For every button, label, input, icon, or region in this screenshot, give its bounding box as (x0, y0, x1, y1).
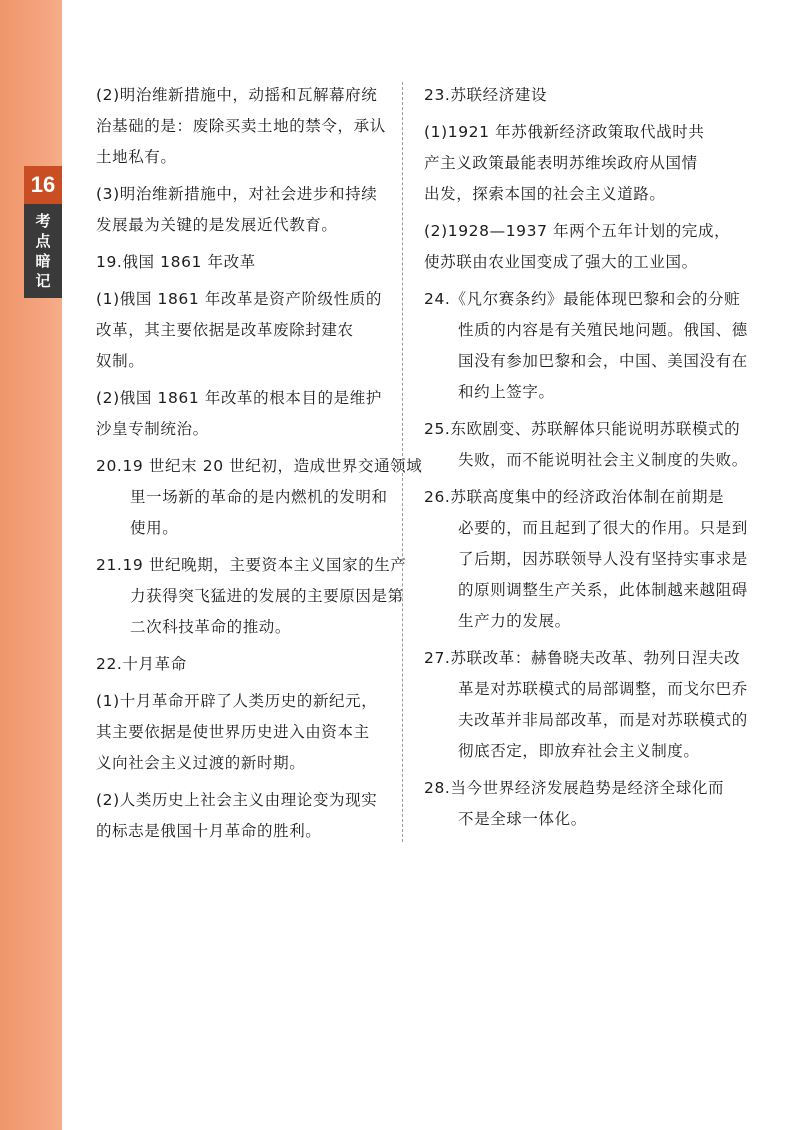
paragraph (96, 785, 392, 847)
numbered-item (424, 482, 748, 637)
page-number: 16 (24, 166, 62, 204)
text-line: 义向社会主义过渡的新时期。 (96, 754, 306, 772)
numbered-item (424, 643, 748, 767)
text-line: 了后期，因苏联领导人没有坚持实事求是 (458, 550, 748, 568)
section-tab-char: 考 (35, 212, 51, 230)
text-line: (3)明治维新措施中，对社会进步和持续 (96, 185, 378, 203)
text-line: 27.苏联改革：赫鲁晓夫改革、勃列日涅夫改 (424, 649, 741, 667)
text-line: 不是全球一体化。 (458, 810, 587, 828)
text-line: 出发，探索本国的社会主义道路。 (424, 185, 666, 203)
text-line: 其主要依据是使世界历史进入由资本主 (96, 723, 370, 741)
text-line: 革是对苏联模式的局部调整，而戈尔巴乔 (458, 680, 748, 698)
paragraph (424, 117, 730, 210)
text-line: 土地私有。 (96, 148, 177, 166)
text-line: 力获得突飞猛进的发展的主要原因是第 (130, 587, 404, 605)
text-line: (1)俄国 1861 年改革是资产阶级性质的 (96, 290, 382, 308)
right-column (424, 80, 748, 841)
text-line: 23.苏联经济建设 (424, 86, 548, 104)
section-tab-char: 记 (35, 272, 51, 290)
text-line: 失败，而不能说明社会主义制度的失败。 (458, 451, 748, 469)
text-line: 产主义政策最能表明苏维埃政府从国情 (424, 154, 698, 172)
text-line: 改革，其主要依据是改革废除封建农 (96, 321, 354, 339)
text-line: 25.东欧剧变、苏联解体只能说明苏联模式的 (424, 420, 741, 438)
text-line: 使用。 (130, 519, 179, 537)
text-line: 里一场新的革命的是内燃机的发明和 (130, 488, 388, 506)
text-line: 使苏联由农业国变成了强大的工业国。 (424, 253, 698, 271)
text-line: (2)人类历史上社会主义由理论变为现实 (96, 791, 378, 809)
paragraph (424, 216, 730, 278)
paragraph (96, 179, 392, 241)
text-line: 生产力的发展。 (458, 612, 571, 630)
text-line: 发展最为关键的是发展近代教育。 (96, 216, 338, 234)
section-heading (96, 649, 392, 680)
text-line: (2)明治维新措施中，动摇和瓦解幕府统 (96, 86, 378, 104)
column-divider (402, 82, 403, 842)
text-line: 夫改革并非局部改革，而是对苏联模式的 (458, 711, 748, 729)
paragraph (96, 80, 392, 173)
text-line: 彻底否定，即放弃社会主义制度。 (458, 742, 700, 760)
text-line: 的原则调整生产关系，此体制越来越阻碍 (458, 581, 748, 599)
text-line: 的标志是俄国十月革命的胜利。 (96, 822, 322, 840)
text-line: (2)1928—1937 年两个五年计划的完成， (424, 222, 731, 240)
numbered-item (424, 284, 748, 408)
text-line: (1)1921 年苏俄新经济政策取代战时共 (424, 123, 705, 141)
section-tab-char: 暗 (35, 252, 51, 270)
paragraph (96, 284, 392, 377)
text-line: 24.《凡尔赛条约》最能体现巴黎和会的分赃 (424, 290, 741, 308)
section-heading (424, 80, 730, 111)
text-line: 19.俄国 1861 年改革 (96, 253, 256, 271)
text-line: 二次科技革命的推动。 (130, 618, 292, 636)
text-line: 沙皇专制统治。 (96, 420, 209, 438)
text-line: 21.19 世纪晚期，主要资本主义国家的生产 (96, 556, 407, 574)
text-line: 28.当今世界经济发展趋势是经济全球化而 (424, 779, 725, 797)
text-line: 治基础的是：废除买卖土地的禁令，承认 (96, 117, 386, 135)
text-line: 国没有参加巴黎和会，中国、美国没有在 (458, 352, 748, 370)
left-column (96, 80, 423, 853)
paragraph (96, 686, 392, 779)
numbered-item (96, 550, 407, 643)
text-line: 26.苏联高度集中的经济政治体制在前期是 (424, 488, 725, 506)
paragraph (96, 383, 392, 445)
numbered-item (424, 414, 748, 476)
text-line: 必要的，而且起到了很大的作用。只是到 (458, 519, 748, 537)
section-tab-char: 点 (35, 232, 51, 250)
section-tab (24, 204, 62, 298)
section-heading (96, 247, 392, 278)
text-line: 22.十月革命 (96, 655, 187, 673)
text-line: 20.19 世纪末 20 世纪初，造成世界交通领域 (96, 457, 423, 475)
text-line: 性质的内容是有关殖民地问题。俄国、德 (458, 321, 748, 339)
text-line: 和约上签字。 (458, 383, 555, 401)
numbered-item (96, 451, 423, 544)
text-line: 奴制。 (96, 352, 145, 370)
text-line: (2)俄国 1861 年改革的根本目的是维护 (96, 389, 382, 407)
text-line: (1)十月革命开辟了人类历史的新纪元， (96, 692, 378, 710)
numbered-item (424, 773, 730, 835)
